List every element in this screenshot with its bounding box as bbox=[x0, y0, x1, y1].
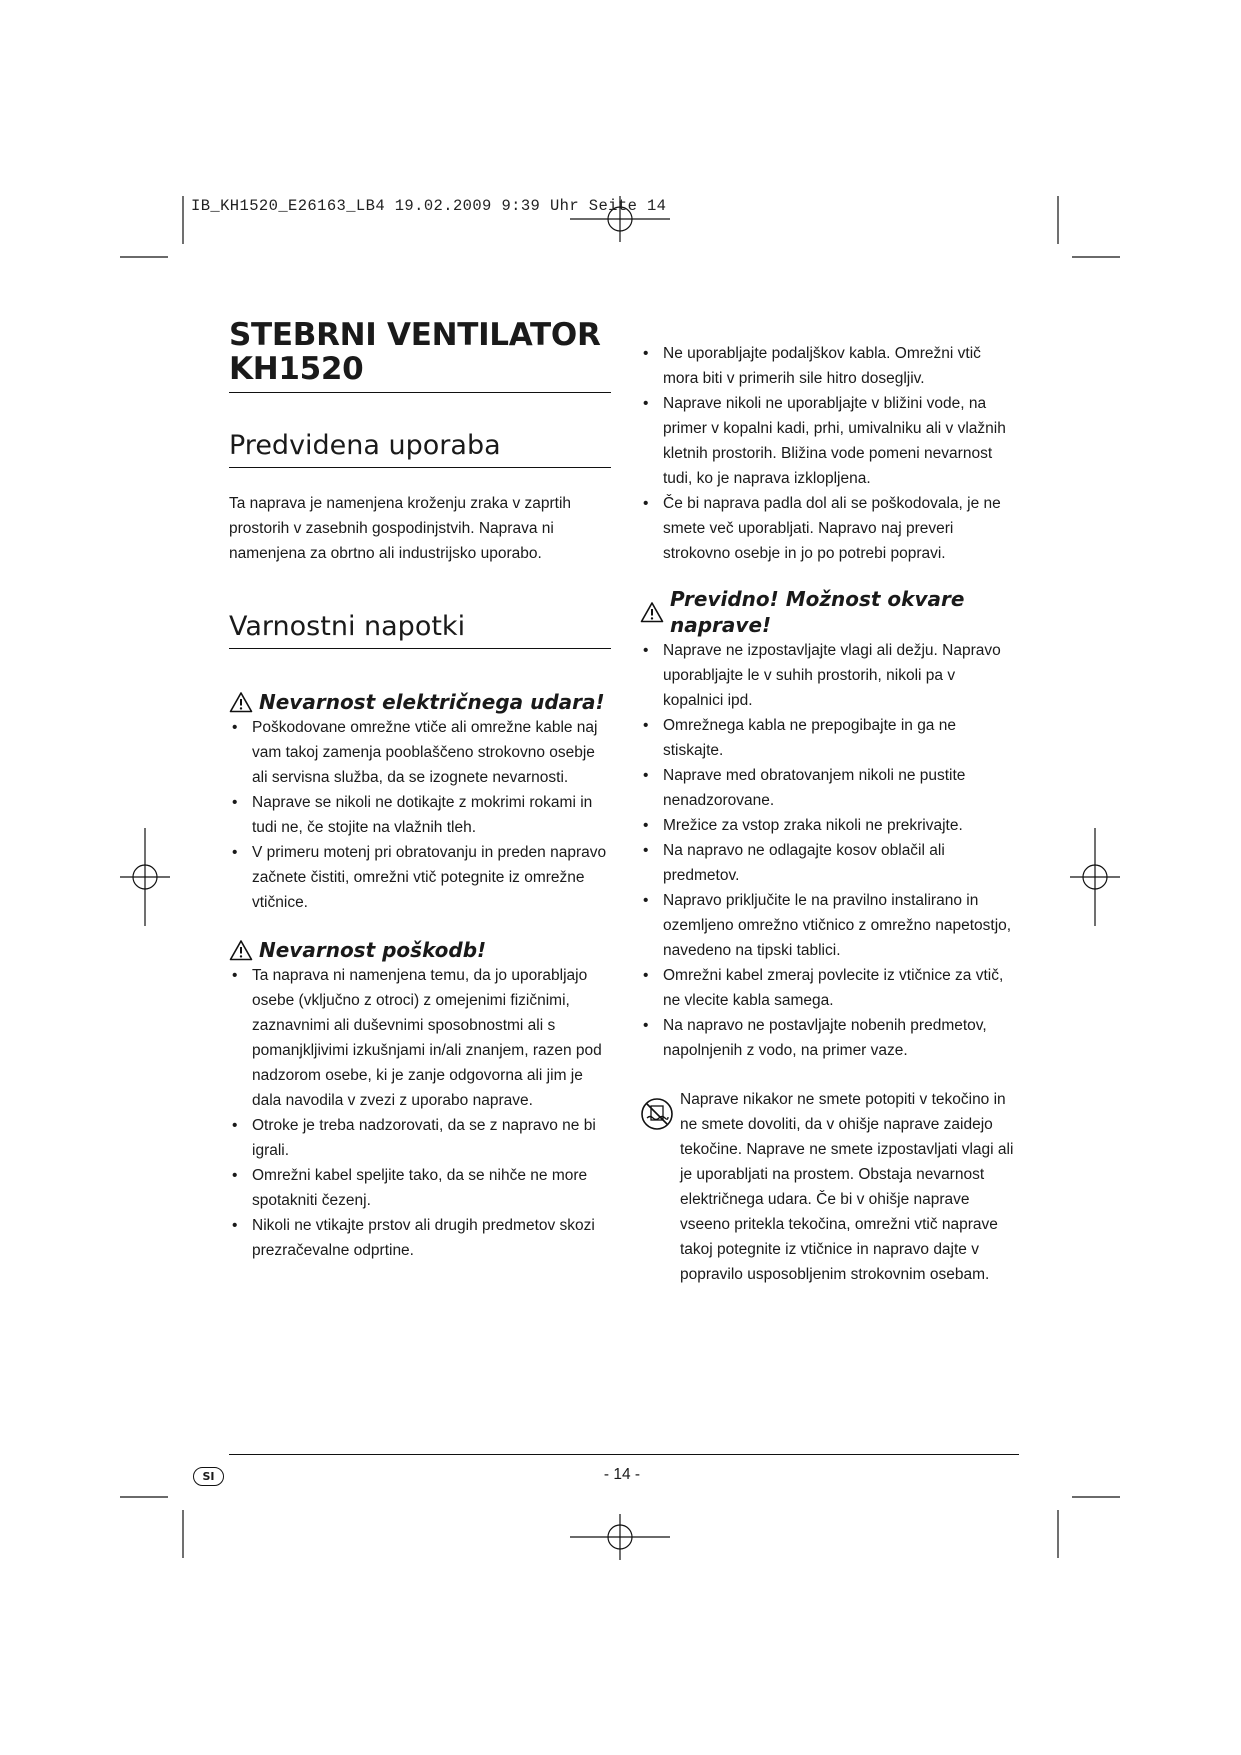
footer-rule bbox=[229, 1454, 1019, 1455]
list-item: • Na napravo ne postavljajte nobenih predmetov, napolnjenih z vodo, na primer vaze. bbox=[640, 1013, 1018, 1063]
list-item: • V primeru motenj pri obratovanju in preden napravo začnete čistiti, omrežni vtič potegnite iz omrežne vtičnice. bbox=[229, 840, 611, 915]
list-item: • Otroke je treba nadzorovati, da se z napravo ne bi igrali. bbox=[229, 1113, 611, 1163]
title-block bbox=[229, 318, 611, 393]
general-safety-list bbox=[640, 341, 1018, 566]
damage-warning-heading bbox=[640, 586, 1018, 638]
title-line-1: STEBRNI VENTILATOR bbox=[229, 317, 601, 353]
page-number: - 14 - bbox=[603, 1466, 641, 1483]
list-item: • Če bi naprava padla dol ali se poškodovala, je ne smete več uporabljati. Napravo naj preveri strokovno osebje in jo po potrebi popravi. bbox=[640, 491, 1018, 566]
damage-warning-title: Previdno! Možnost okvare naprave! bbox=[670, 587, 965, 637]
list-item: • Naprave se nikoli ne dotikajte z mokrimi rokami in tudi ne, če stojite na vlažnih tleh. bbox=[229, 790, 611, 840]
warning-triangle-icon bbox=[229, 939, 253, 961]
electric-warning-title: Nevarnost električnega udara! bbox=[259, 690, 605, 714]
list-item: • Napravo priključite le na pravilno instalirano in ozemljeno omrežno vtičnico z omrežno napetostjo, navedeno na tipski tablici. bbox=[640, 888, 1018, 963]
list-item: • Omrežnega kabla ne prepogibajte in ga ne stiskajte. bbox=[640, 713, 1018, 763]
list-item: • Naprave ne izpostavljajte vlagi ali dežju. Napravo uporabljajte le v suhih prostorih, nikoli pa v kopalnici ipd. bbox=[640, 638, 1018, 713]
injury-warning-title: Nevarnost poškodb! bbox=[259, 938, 487, 962]
list-item: • Omrežni kabel speljite tako, da se nihče ne more spotakniti čezenj. bbox=[229, 1163, 611, 1213]
title-line-2: KH1520 bbox=[229, 351, 364, 387]
injury-warning-heading bbox=[229, 937, 611, 963]
page-title bbox=[229, 318, 611, 386]
right-column bbox=[640, 341, 1018, 1287]
list-item: • Ta naprava ni namenjena temu, da jo uporabljajo osebe (vključno z otroci) z omejenimi fizičnimi, zaznavnimi ali duševnimi sposobnostmi ali s pomanjkljivimi izkušnjami in/ali znanjem, razen pod nadzorom osebe, ki je zanje odgovorna ali jim je dala navodila v zvezi z uporabo naprave. bbox=[229, 963, 611, 1113]
language-badge: SI bbox=[193, 1467, 224, 1486]
print-slug: IB_KH1520_E26163_LB4 19.02.2009 9:39 Uhr Seite 14 bbox=[191, 197, 667, 215]
no-immersion-text: Naprave nikakor ne smete potopiti v tekočino in ne smete dovoliti, da v ohišje naprave zaidejo tekočine. Naprave ne smete izpostavljati vlagi ali je uporabljati na prostem. Obstaja nevarnost električnega udara. Če bi v ohišje naprave vseeno pritekla tekočina, omrežni vtič naprave takoj potegnite iz vtičnice in napravo dajte v popravilo usposobljenim strokovnim osebam. bbox=[680, 1091, 1014, 1283]
list-item: • Nikoli ne vtikajte prstov ali drugih predmetov skozi prezračevalne odprtine. bbox=[229, 1213, 611, 1263]
safety-heading: Varnostni napotki bbox=[229, 610, 611, 649]
intended-use-text: Ta naprava je namenjena kroženju zraka v zaprtih prostorih v zasebnih gospodinjstvih. Naprava ni namenjena za obrtno ali industrijsko uporabo. bbox=[229, 495, 572, 562]
damage-warning-list bbox=[640, 638, 1018, 1063]
electric-warning-list bbox=[229, 715, 611, 915]
list-item: • Omrežni kabel zmeraj povlecite iz vtičnice za vtič, ne vlecite kabla samega. bbox=[640, 963, 1018, 1013]
no-immersion-note bbox=[640, 1087, 1018, 1287]
list-item: • Naprave nikoli ne uporabljajte v bližini vode, na primer v kopalni kadi, prhi, umivalniku ali v vlažnih kletnih prostorih. Bližina vode pomeni nevarnost tudi, ko je naprava izklopljena. bbox=[640, 391, 1018, 491]
injury-warning-list bbox=[229, 963, 611, 1263]
intended-use-heading: Predvidena uporaba bbox=[229, 429, 611, 468]
warning-triangle-icon bbox=[640, 601, 664, 623]
list-item: • Ne uporabljajte podaljškov kabla. Omrežni vtič mora biti v primerih sile hitro dosegljiv. bbox=[640, 341, 1018, 391]
list-item: • Na napravo ne odlagajte kosov oblačil ali predmetov. bbox=[640, 838, 1018, 888]
no-immersion-icon bbox=[640, 1097, 674, 1131]
left-column bbox=[229, 318, 611, 1263]
warning-triangle-icon bbox=[229, 691, 253, 713]
electric-warning-heading bbox=[229, 689, 611, 715]
list-item: • Naprave med obratovanjem nikoli ne pustite nenadzorovane. bbox=[640, 763, 1018, 813]
list-item: • Poškodovane omrežne vtiče ali omrežne kable naj vam takoj zamenja pooblaščeno strokovno osebje ali servisna služba, da se izognete nevarnosti. bbox=[229, 715, 611, 790]
list-item: • Mrežice za vstop zraka nikoli ne prekrivajte. bbox=[640, 813, 1018, 838]
